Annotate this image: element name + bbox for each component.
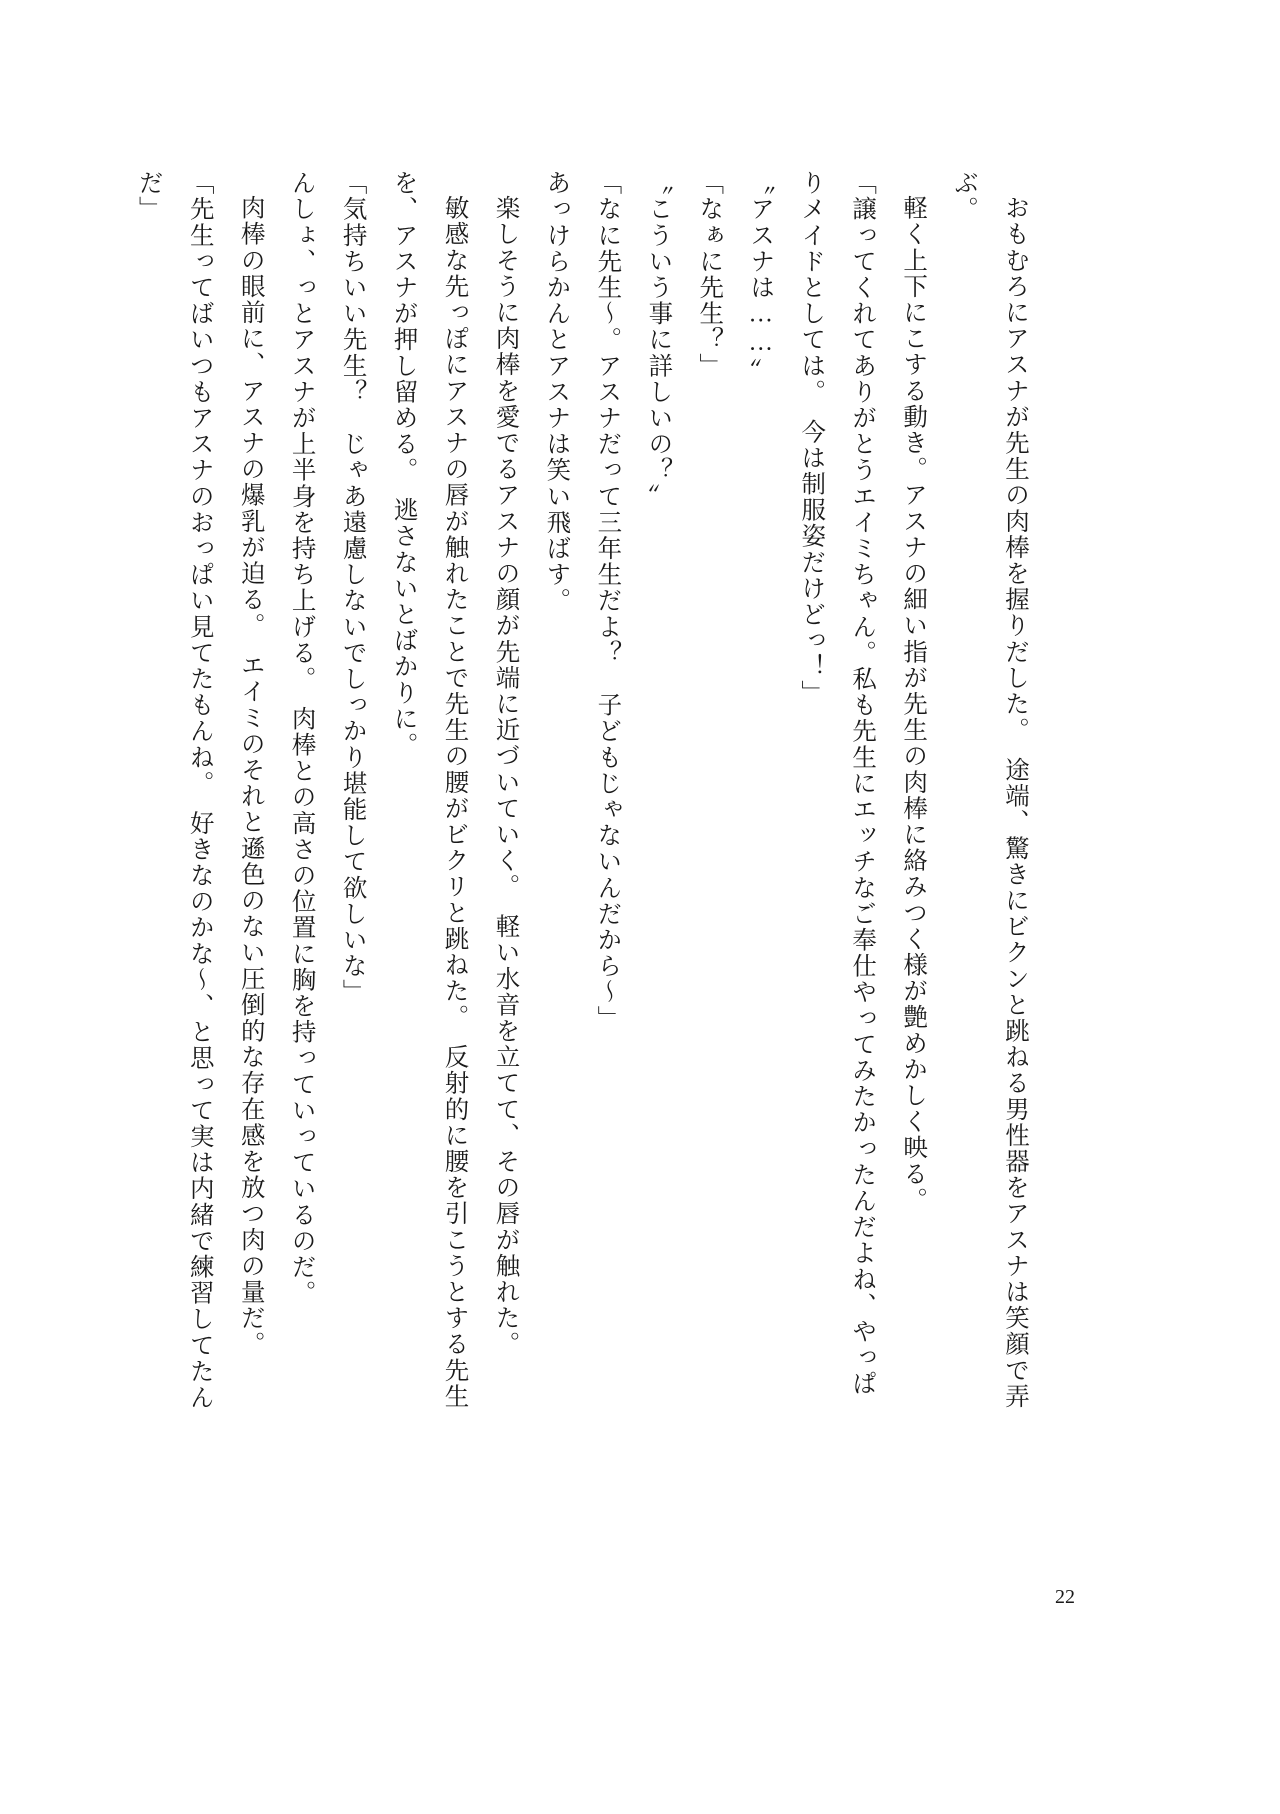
paragraph: 「先生ってばいつもアスナのおっぱい見てたもんね。 好きなのかな〜、と思って実は内緒で練習してたんだ」 bbox=[135, 170, 214, 1411]
vertical-text-body bbox=[135, 170, 1040, 1420]
paragraph: 〝こういう事に詳しいの？〟 bbox=[645, 170, 673, 510]
paragraph: おもむろにアスナが先生の肉棒を握りだした。 途端、驚きにビクンと跳ねる男性器をアスナは笑顔で弄ぶ。 bbox=[951, 170, 1029, 1410]
paragraph: 「なぁに先生？」 bbox=[696, 170, 724, 379]
paragraph: 「なに先生〜。アスナだって三年生だよ？ 子どもじゃないんだから〜」 bbox=[594, 170, 622, 1032]
paragraph: あっけらかんとアスナは笑い飛ばす。 bbox=[543, 170, 571, 614]
paragraph: 肉棒の眼前に、アスナの爆乳が迫る。 エイミのそれと遜色のない圧倒的な存在感を放つ肉の量だ。 bbox=[237, 195, 265, 1358]
paragraph: 「譲ってくれてありがとうエイミちゃん。私も先生にエッチなご奉仕やってみたかったんだよね、やっぱりメイドとしては。 今は制服姿だけどっ！」 bbox=[798, 170, 877, 1397]
paragraph: 軽く上下にこする動き。アスナの細い指が先生の肉棒に絡みつく様が艶めかしく映る。 bbox=[900, 195, 928, 1213]
page-number: 22 bbox=[1055, 1586, 1075, 1608]
paragraph: 敏感な先っぽにアスナの唇が触れたことで先生の腰がビクリと跳ねた。 反射的に腰を引こうとする先生を、アスナが押し留める。 逃さないとばかりに。 bbox=[390, 170, 469, 1410]
paragraph: 楽しそうに肉棒を愛でるアスナの顔が先端に近づいていく。 軽い水音を立てて、その唇が触れた。 bbox=[492, 195, 520, 1358]
paragraph: 「気持ちいい先生？ じゃあ遠慮しないでしっかり堪能して欲しいな」 bbox=[339, 170, 367, 1006]
paragraph: 〝アスナは……〟 bbox=[747, 170, 775, 384]
paragraph: んしょ、っとアスナが上半身を持ち上げる。 肉棒との高さの位置に胸を持っていっているのだ。 bbox=[288, 170, 316, 1307]
